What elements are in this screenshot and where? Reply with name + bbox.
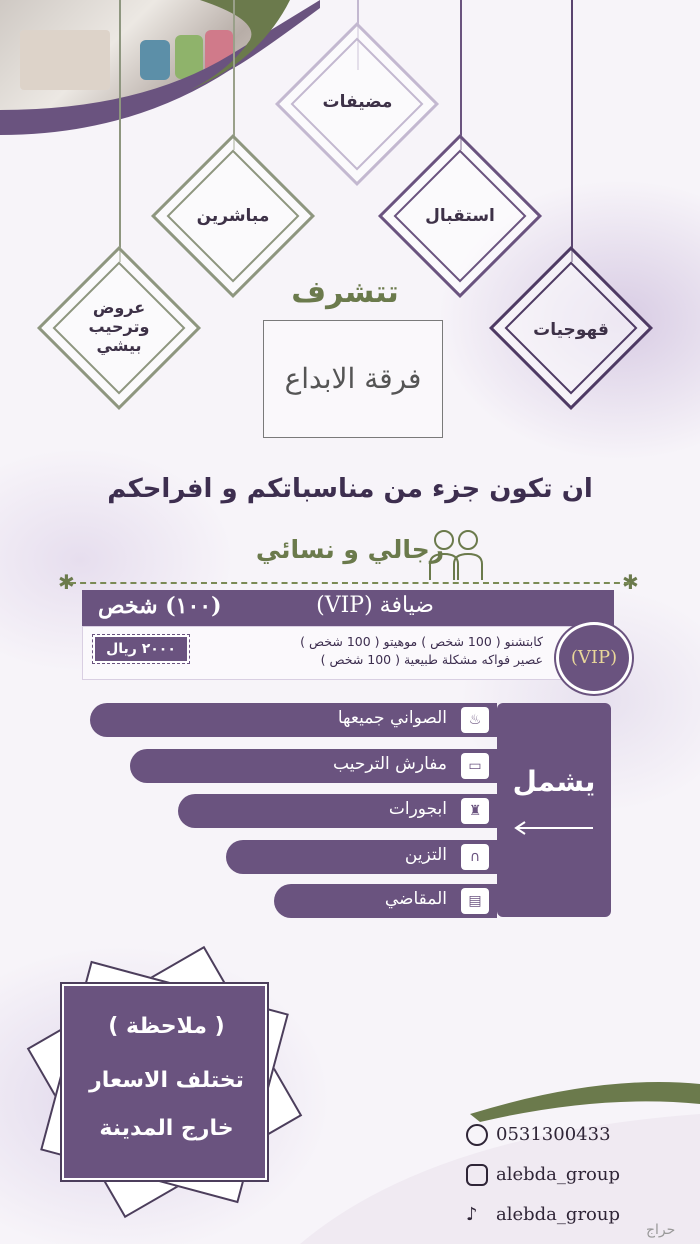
wire bbox=[460, 0, 462, 150]
contact-instagram[interactable] bbox=[466, 1164, 620, 1194]
contact-phone[interactable] bbox=[466, 1124, 611, 1154]
whatsapp-icon bbox=[466, 1124, 488, 1146]
package-header bbox=[82, 590, 614, 626]
package-details-text bbox=[300, 633, 543, 668]
instagram-text: alebda_group bbox=[496, 1164, 620, 1185]
arch-icon: ∩ bbox=[461, 844, 489, 870]
label-hosts: مضيفات bbox=[322, 92, 393, 112]
wire bbox=[119, 0, 121, 262]
include-label: مفارش الترحيب bbox=[333, 754, 447, 774]
include-item bbox=[90, 703, 497, 737]
wire bbox=[571, 0, 573, 262]
includes-panel bbox=[497, 703, 611, 917]
tray-icon: ♨ bbox=[461, 707, 489, 733]
wire bbox=[233, 0, 235, 150]
star-icon: ✱ bbox=[58, 570, 75, 594]
contact-tiktok[interactable] bbox=[466, 1204, 620, 1234]
details-line-1: كابتشنو ( 100 شخص ) موهيتو ( 100 شخص ) bbox=[300, 634, 543, 649]
divider bbox=[70, 582, 630, 584]
note-card bbox=[62, 984, 267, 1180]
supplies-icon: ▤ bbox=[461, 888, 489, 914]
note-line-2: خارج المدينة bbox=[99, 1116, 234, 1141]
include-item bbox=[178, 794, 497, 828]
audience: رجالي و نسائي bbox=[255, 535, 445, 564]
label-offers: عروض وترحيب بيشي bbox=[88, 298, 150, 356]
honor-title: تتشرف bbox=[291, 275, 399, 310]
mat-icon: ▭ bbox=[461, 753, 489, 779]
include-item bbox=[226, 840, 497, 874]
top-swoosh bbox=[0, 0, 320, 140]
include-item bbox=[274, 884, 497, 918]
arrow-left-icon bbox=[513, 821, 595, 835]
headline: ان تكون جزء من مناسباتكم و افراحكم bbox=[107, 474, 593, 504]
star-icon: ✱ bbox=[622, 570, 639, 594]
team-name: فرقة الابداع bbox=[284, 362, 422, 395]
package-count: (١٠٠) شخص bbox=[98, 593, 222, 619]
watermark: حراج bbox=[646, 1222, 676, 1238]
phone-text: 0531300433 bbox=[496, 1124, 611, 1145]
instagram-icon bbox=[466, 1164, 488, 1186]
tiktok-icon: ♪ bbox=[466, 1204, 478, 1225]
vip-badge: (VIP) bbox=[556, 622, 632, 694]
label-coffee: قهوجيات bbox=[533, 320, 609, 340]
package-title: ضيافة (VIP) bbox=[316, 593, 434, 618]
includes-title: يشمل bbox=[512, 765, 596, 798]
include-label: الصواني جميعها bbox=[337, 708, 447, 728]
include-label: ابجورات bbox=[388, 799, 447, 819]
package-details bbox=[82, 626, 614, 680]
label-reception: استقبال bbox=[425, 206, 495, 226]
include-label: المقاضي bbox=[384, 889, 447, 909]
note-title: ( ملاحظة ) bbox=[108, 1014, 225, 1039]
price-tag: ٢٠٠٠ ريال bbox=[93, 635, 189, 663]
include-label: التزين bbox=[404, 845, 447, 865]
lamp-icon: ♜ bbox=[461, 798, 489, 824]
tiktok-text: alebda_group bbox=[496, 1204, 620, 1225]
include-item bbox=[130, 749, 497, 783]
label-waiters: مباشرين bbox=[196, 206, 270, 226]
details-line-2: عصير فواكه مشكلة طبيعية ( 100 شخص ) bbox=[320, 651, 543, 667]
note-line-1: تختلف الاسعار bbox=[89, 1068, 244, 1093]
